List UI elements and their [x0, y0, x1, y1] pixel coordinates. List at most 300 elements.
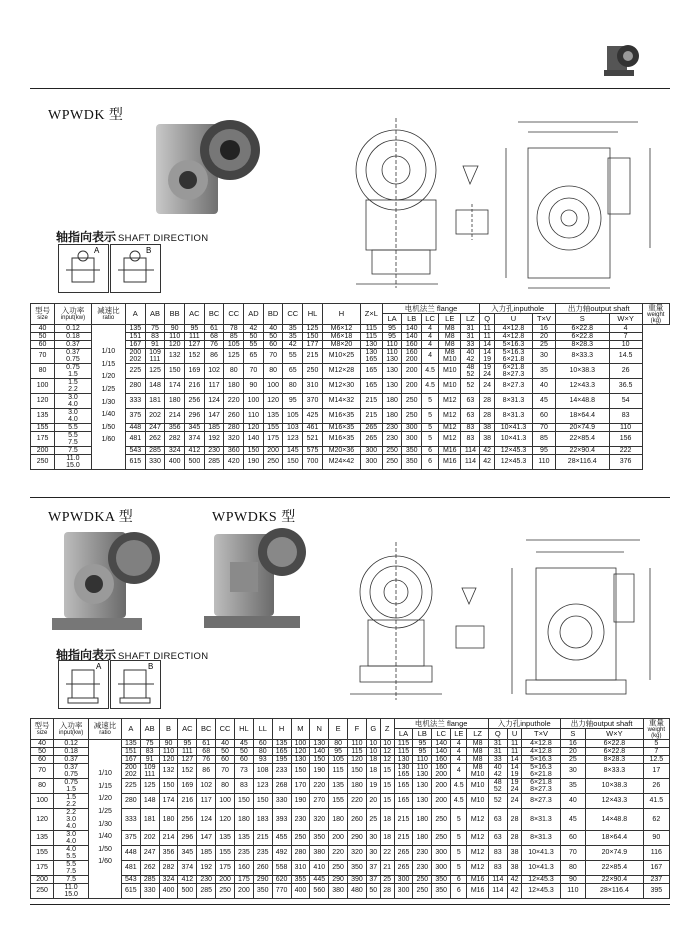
cell-input: 11.0 15.0 — [55, 454, 92, 469]
cell-dim: 230 — [197, 875, 216, 883]
cell-dim: 296 — [178, 830, 197, 845]
cell-s: 30 — [560, 763, 586, 778]
cell-flange: 200 — [402, 378, 422, 393]
cell-dim: 225 — [121, 778, 140, 793]
spec-table-wpwdka-wpwdks — [30, 718, 670, 899]
cell-dim: 280 — [121, 793, 140, 808]
cell-inhole: 38 — [507, 845, 522, 860]
cell-dim: 560 — [310, 883, 329, 898]
cell-flange: M10 — [439, 363, 461, 378]
cell-dim: 91 — [140, 755, 159, 763]
cell-dim: 220 — [310, 778, 329, 793]
col-wy: W×Y — [609, 314, 642, 324]
cell-dim: 115 — [329, 763, 348, 778]
cell-dim: 22 — [380, 845, 394, 860]
table-row — [31, 883, 670, 898]
cell-dim: 135 — [121, 739, 140, 747]
cell-size: 155 — [31, 423, 55, 431]
col-u: U — [507, 729, 522, 739]
cell-flange: 160 200 — [402, 348, 422, 363]
cell-flange: 115 — [361, 324, 383, 332]
shaft-direction-label-top — [56, 228, 208, 245]
col-dim: CC — [224, 304, 244, 325]
cell-dim: 333 — [121, 808, 140, 830]
cell-inhole: 28 — [507, 830, 522, 845]
cell-wy: 22×85.4 — [555, 431, 609, 446]
cell-dim: 280 — [125, 378, 145, 393]
col-tv: T×V — [522, 729, 560, 739]
cell-input: 0.75 1.5 — [55, 363, 92, 378]
cell-dim: 90 — [159, 739, 178, 747]
cell-dim: 65 — [244, 348, 264, 363]
cell-dim: 260 — [224, 408, 244, 423]
cell-dim: 282 — [159, 860, 178, 875]
cell-dim: M8×20 — [322, 340, 360, 348]
cell-dim: 324 — [165, 446, 185, 454]
cell-weight: 7 — [609, 332, 642, 340]
cell-flange: 265 — [394, 860, 413, 875]
cell-inhole: 10×41.3 — [522, 845, 560, 860]
cell-dim: 150 — [165, 363, 185, 378]
cell-size: 50 — [31, 332, 55, 340]
table-row — [31, 845, 670, 860]
cell-dim: 130 — [291, 755, 310, 763]
gearbox-photo-wpwdka — [52, 522, 162, 639]
cell-dim: 180 — [159, 808, 178, 830]
col-dim: N — [310, 719, 329, 740]
cell-s: 35 — [560, 778, 586, 793]
cell-dim: 35 — [283, 324, 303, 332]
cell-flange: 160 — [432, 755, 451, 763]
cell-flange: M10 — [467, 778, 488, 793]
cell-wy: 8×28.3 — [555, 340, 609, 348]
cell-dim: 310 — [303, 378, 323, 393]
cell-weight: 167 — [643, 860, 669, 875]
cell-dim: 216 — [185, 378, 205, 393]
cell-weight: 41.5 — [643, 793, 669, 808]
cell-input: 1.5 2.2 — [54, 793, 89, 808]
cell-input: 0.37 — [54, 755, 89, 763]
cell-dim: 375 — [121, 830, 140, 845]
cell-dim: 375 — [125, 408, 145, 423]
cell-flange: 130 — [413, 778, 432, 793]
cell-dim: 320 — [348, 845, 367, 860]
cell-flange: M12 — [467, 830, 488, 845]
cell-dim: 90 — [244, 378, 264, 393]
cell-dim: 28 — [380, 883, 394, 898]
bottom-rule — [30, 904, 670, 905]
cell-flange: 4.5 — [422, 378, 439, 393]
cell-flange: M8 — [467, 739, 488, 747]
cell-size: 80 — [31, 363, 55, 378]
cell-dim: 135 — [329, 778, 348, 793]
table-row — [31, 408, 670, 423]
cell-dim: 102 — [197, 778, 216, 793]
cell-inhole: 42 — [480, 446, 494, 454]
cell-dim: 10 — [366, 739, 380, 747]
cell-dim: 125 — [140, 778, 159, 793]
cell-s: 70 — [533, 423, 556, 431]
cell-dim: 148 — [140, 793, 159, 808]
cell-dim: 80 — [329, 739, 348, 747]
cell-dim: 175 — [234, 875, 253, 883]
cell-flange: 250 — [413, 875, 432, 883]
col-dim: E — [329, 719, 348, 740]
cell-flange: 250 — [402, 393, 422, 408]
cell-dim: 235 — [253, 845, 272, 860]
cell-dim: 86 — [204, 348, 224, 363]
shaft-direction-diagrams-top — [58, 244, 162, 299]
cell-dim: 225 — [125, 363, 145, 378]
cell-dim: M16×35 — [322, 431, 360, 446]
cell-dim: 50 — [244, 332, 264, 340]
cell-dim: 75 — [140, 739, 159, 747]
table-row — [31, 324, 670, 332]
cell-flange: M16 — [439, 446, 461, 454]
middle-rule — [30, 497, 670, 498]
technical-drawing-top — [338, 108, 658, 298]
cell-flange: 215 — [394, 830, 413, 845]
cell-wy: 8×33.3 — [586, 763, 644, 778]
cell-dim: 83 — [234, 778, 253, 793]
cell-wy: 12×43.3 — [555, 378, 609, 393]
cell-flange: 250 — [382, 446, 402, 454]
cell-inhole: 19 24 — [480, 363, 494, 378]
cell-dim: 285 — [204, 454, 224, 469]
cell-flange: 265 — [361, 423, 383, 431]
cell-dim: 147 — [204, 408, 224, 423]
table-row — [31, 755, 670, 763]
cell-dim: 380 — [310, 845, 329, 860]
table-row — [31, 348, 670, 363]
cell-dim: 620 — [272, 875, 291, 883]
col-outshaft: 出力轴output shaft — [555, 304, 642, 314]
cell-wy: 6×22.8 — [586, 739, 644, 747]
cell-dim: 247 — [140, 845, 159, 860]
cell-input: 0.75 1.5 — [54, 778, 89, 793]
cell-dim: 127 — [185, 340, 205, 348]
cell-flange: M8 — [439, 332, 461, 340]
cell-dim: 220 — [329, 845, 348, 860]
cell-dim: 86 — [197, 763, 216, 778]
cell-flange: 350 — [432, 883, 451, 898]
cell-dim: 76 — [204, 340, 224, 348]
cell-flange: 165 — [361, 363, 383, 378]
cell-dim: 55 — [244, 340, 264, 348]
table-row — [31, 860, 670, 875]
cell-dim: M16×35 — [322, 408, 360, 423]
cell-flange: 4.5 — [422, 363, 439, 378]
cell-dim: 320 — [224, 431, 244, 446]
cell-size: 135 — [31, 408, 55, 423]
cell-dim: 202 — [145, 408, 165, 423]
cell-dim: 150 — [310, 755, 329, 763]
cell-dim: 400 — [291, 883, 310, 898]
cell-dim: 167 — [121, 755, 140, 763]
cell-weight: 222 — [609, 446, 642, 454]
cell-dim: 350 — [310, 830, 329, 845]
cell-dim: 445 — [310, 875, 329, 883]
cell-flange: 180 — [382, 408, 402, 423]
cell-flange: 95 — [413, 739, 432, 747]
cell-dim: M10×25 — [322, 348, 360, 363]
cell-dim: 333 — [125, 393, 145, 408]
cell-flange: 140 — [402, 332, 422, 340]
cell-wy: 8×33.3 — [555, 348, 609, 363]
cell-wy: 14×48.8 — [586, 808, 644, 830]
cell-inhole: 38 — [507, 860, 522, 875]
table-row — [31, 423, 670, 431]
cell-inhole: 4×12.8 — [522, 739, 560, 747]
cell-dim: 132 — [165, 348, 185, 363]
cell-inhole: 24 — [507, 793, 522, 808]
cell-wy: 10×38.3 — [555, 363, 609, 378]
cell-dim: 147 — [197, 830, 216, 845]
cell-dim: 185 — [197, 845, 216, 860]
cell-dim: 615 — [121, 883, 140, 898]
cell-dim: 282 — [165, 431, 185, 446]
col-le: LE — [451, 729, 467, 739]
cell-flange: 130 165 — [394, 763, 413, 778]
cell-dim: 481 — [125, 431, 145, 446]
cell-dim: 425 — [303, 408, 323, 423]
cell-input: 4.0 5.5 — [54, 845, 89, 860]
table-header-row — [31, 719, 670, 729]
cell-inhole: 19 24 — [507, 778, 522, 793]
cell-dim: 68 — [204, 332, 224, 340]
cell-dim: 235 — [234, 845, 253, 860]
cell-flange: 110 — [382, 340, 402, 348]
cell-inhole: 31 — [488, 739, 507, 747]
table-row — [31, 739, 670, 747]
cell-dim: 65 — [283, 363, 303, 378]
table-row — [31, 340, 670, 348]
table-row — [31, 830, 670, 845]
cell-dim: 290 — [329, 875, 348, 883]
cell-inhole: 28 — [480, 408, 494, 423]
col-dim: BD — [263, 304, 283, 325]
col-dim: M — [291, 719, 310, 740]
cell-dim: 109 111 — [145, 348, 165, 363]
cell-flange: M12 — [467, 808, 488, 830]
cell-dim: 60 — [263, 340, 283, 348]
cell-dim: 120 — [291, 747, 310, 755]
cell-weight: 5 — [643, 739, 669, 747]
cell-size: 70 — [31, 763, 54, 778]
cell-inhole: 83 — [488, 860, 507, 875]
cell-dim: 25 — [380, 875, 394, 883]
cell-weight: 26 — [643, 778, 669, 793]
cell-input: 5.5 7.5 — [54, 860, 89, 875]
cell-dim: 455 — [272, 830, 291, 845]
cell-dim: 80 — [283, 378, 303, 393]
cell-dim: 165 — [272, 747, 291, 755]
cell-flange: 300 — [432, 845, 451, 860]
cell-dim: 18 — [366, 755, 380, 763]
cell-dim: 256 — [178, 808, 197, 830]
table-body — [31, 739, 670, 898]
cell-flange: 250 — [382, 454, 402, 469]
cell-dim: 320 — [310, 808, 329, 830]
cell-dim: 280 — [224, 423, 244, 431]
cell-wy: 20×74.9 — [555, 423, 609, 431]
cell-dim: 12 — [380, 755, 394, 763]
cell-dim: 370 — [303, 393, 323, 408]
cell-flange: 4 — [451, 763, 467, 778]
cell-dim: 135 — [234, 830, 253, 845]
cell-inhole: 4×12.8 — [494, 324, 532, 332]
cell-dim: 45 — [234, 739, 253, 747]
cell-dim: 543 — [125, 446, 145, 454]
col-dim: H — [272, 719, 291, 740]
cell-inhole: 11 — [480, 332, 494, 340]
cell-dim: 202 — [140, 830, 159, 845]
cell-dim: 250 — [329, 860, 348, 875]
cell-dim: 95 — [329, 747, 348, 755]
col-la: LA — [382, 314, 402, 324]
cell-dim: 412 — [185, 446, 205, 454]
cell-inhole: 114 — [488, 875, 507, 883]
cell-dim: 262 — [145, 431, 165, 446]
cell-flange: 5 — [451, 830, 467, 845]
table-row — [31, 378, 670, 393]
cell-dim: 120 — [244, 423, 264, 431]
cell-dim: 356 — [165, 423, 185, 431]
cell-dim: 120 — [263, 393, 283, 408]
cell-dim: 55 — [283, 348, 303, 363]
cell-flange: 350 — [402, 446, 422, 454]
cell-dim: 575 — [303, 446, 323, 454]
cell-input: 5.5 7.5 — [55, 431, 92, 446]
cell-dim: 150 — [253, 793, 272, 808]
col-lc: LC — [422, 314, 439, 324]
cell-dim: 200 — [234, 883, 253, 898]
cell-s: 25 — [533, 340, 556, 348]
col-ratio: 减速比 ratio — [91, 304, 125, 325]
cell-dim: 125 — [224, 348, 244, 363]
cell-inhole: 28 — [480, 393, 494, 408]
cell-dim: 770 — [272, 883, 291, 898]
gearbox-thumbnail — [604, 38, 642, 85]
cell-dim: 15 — [380, 793, 394, 808]
cell-dim: 151 — [121, 747, 140, 755]
cell-dim: 148 — [145, 378, 165, 393]
cell-input: 7.5 — [54, 875, 89, 883]
cell-flange: 5 — [422, 423, 439, 431]
cell-dim: 108 — [253, 763, 272, 778]
cell-dim: 330 — [145, 454, 165, 469]
cell-size: 175 — [31, 431, 55, 446]
col-inhole: 入力孔inputhole — [480, 304, 555, 314]
cell-dim: 21 — [380, 860, 394, 875]
col-input: 入功率 input(kw) — [55, 304, 92, 325]
cell-dim: 80 — [263, 363, 283, 378]
col-dim: CC — [216, 719, 235, 740]
cell-inhole: 31 — [461, 324, 480, 332]
cell-dim: 120 — [216, 808, 235, 830]
cell-dim: 481 — [121, 860, 140, 875]
cell-dim: 356 — [159, 845, 178, 860]
cell-inhole: 38 — [480, 423, 494, 431]
col-wy: W×Y — [586, 729, 644, 739]
cell-dim: 260 — [348, 808, 367, 830]
cell-inhole: 8×31.3 — [522, 808, 560, 830]
cell-flange: 110 130 — [413, 763, 432, 778]
cell-inhole: 63 — [461, 393, 480, 408]
cell-dim: 125 — [303, 324, 323, 332]
table-row — [31, 808, 670, 830]
cell-dim: 83 — [140, 747, 159, 755]
cell-flange: 250 — [432, 830, 451, 845]
col-ratio: 减速比 ratio — [89, 719, 122, 740]
cell-dim: 330 — [272, 793, 291, 808]
cell-dim: 200 — [216, 875, 235, 883]
cell-flange: 250 — [432, 808, 451, 830]
table-row — [31, 332, 670, 340]
cell-flange: 130 — [394, 755, 413, 763]
cell-dim: 110 — [244, 408, 264, 423]
cell-flange: 180 — [413, 830, 432, 845]
cell-dim: 61 — [197, 739, 216, 747]
col-la: LA — [394, 729, 413, 739]
cell-dim: 247 — [145, 423, 165, 431]
cell-s: 60 — [533, 408, 556, 423]
cell-inhole: 40 42 — [461, 348, 480, 363]
cell-flange: 230 — [382, 431, 402, 446]
cell-weight: 7 — [643, 747, 669, 755]
cell-dim: 100 — [263, 378, 283, 393]
cell-weight: 14.5 — [609, 348, 642, 363]
cell-flange: 5 — [422, 408, 439, 423]
cell-wy: 22×90.4 — [586, 875, 644, 883]
cell-dim: 18 — [380, 830, 394, 845]
cell-dim: 180 — [224, 378, 244, 393]
cell-inhole: 63 — [488, 808, 507, 830]
cell-ratio: 1/10 1/15 1/20 1/25 1/30 1/40 1/50 1/60 — [89, 739, 122, 898]
cell-inhole: 52 — [488, 793, 507, 808]
col-lz: LZ — [461, 314, 480, 324]
cell-dim: 330 — [140, 883, 159, 898]
cell-inhole: 14 19 — [507, 763, 522, 778]
cell-weight: 17 — [643, 763, 669, 778]
cell-dim: 132 — [159, 763, 178, 778]
cell-dim: 220 — [348, 793, 367, 808]
cell-size: 100 — [31, 793, 54, 808]
cell-dim: 152 — [178, 763, 197, 778]
cell-dim: 215 — [253, 830, 272, 845]
cell-dim: 380 — [329, 883, 348, 898]
cell-flange: 95 — [382, 332, 402, 340]
cell-dim: 250 — [263, 454, 283, 469]
cell-flange: 130 — [382, 378, 402, 393]
cell-flange: 6 — [451, 883, 467, 898]
cell-flange: 4.5 — [451, 778, 467, 793]
cell-dim: 400 — [165, 454, 185, 469]
cell-flange: M8 M10 — [467, 763, 488, 778]
cell-dim: 80 — [216, 778, 235, 793]
cell-dim: 109 111 — [140, 763, 159, 778]
cell-dim: 360 — [224, 446, 244, 454]
cell-dim: 102 — [204, 363, 224, 378]
table-row — [31, 454, 670, 469]
cell-flange: 6 — [451, 875, 467, 883]
cell-inhole: 8×31.3 — [522, 830, 560, 845]
cell-input: 0.37 — [55, 340, 92, 348]
cell-wy: 6×22.8 — [555, 332, 609, 340]
shaft-direction-en: SHAFT DIRECTION — [118, 233, 209, 244]
table-row — [31, 446, 670, 454]
cell-inhole: 31 — [488, 747, 507, 755]
